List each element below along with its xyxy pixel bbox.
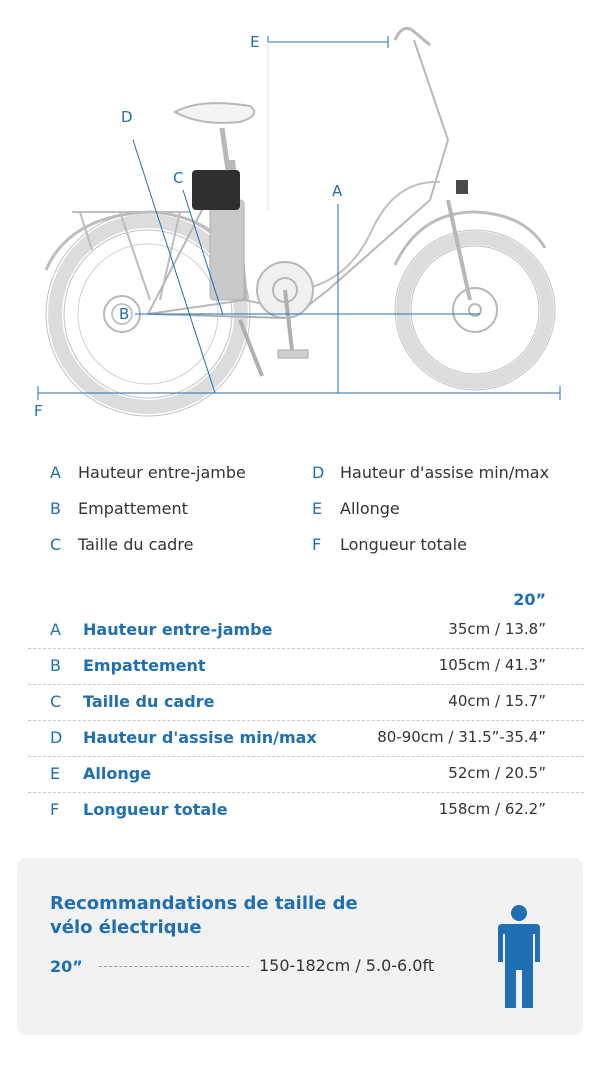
table-row bbox=[28, 720, 584, 757]
row-name: Hauteur d'assise min/max bbox=[83, 728, 317, 747]
row-name: Longueur totale bbox=[83, 800, 228, 819]
table-row bbox=[28, 756, 584, 793]
row-key: A bbox=[50, 620, 61, 639]
row-value: 105cm / 41.3” bbox=[438, 656, 546, 674]
row-value: 40cm / 15.7” bbox=[448, 692, 546, 710]
legend-key: E bbox=[312, 499, 323, 518]
row-value: 158cm / 62.2” bbox=[438, 800, 546, 818]
table-row bbox=[28, 648, 584, 685]
bike-diagram bbox=[0, 0, 600, 440]
legend-item bbox=[312, 463, 549, 482]
size-recommendation-card bbox=[17, 858, 583, 1035]
legend-label: Longueur totale bbox=[340, 535, 467, 554]
row-key: B bbox=[50, 656, 61, 675]
size-column-header: 20” bbox=[513, 590, 546, 609]
row-name: Taille du cadre bbox=[83, 692, 215, 711]
label-c: C bbox=[173, 169, 184, 187]
legend-item bbox=[50, 499, 188, 518]
legend-label: Taille du cadre bbox=[78, 535, 194, 554]
legend-label: Hauteur entre-jambe bbox=[78, 463, 246, 482]
row-name: Empattement bbox=[83, 656, 206, 675]
row-value: 80-90cm / 31.5”-35.4” bbox=[377, 728, 546, 746]
legend-key: A bbox=[50, 463, 61, 482]
label-d: D bbox=[121, 108, 133, 126]
front-wheel-icon bbox=[395, 230, 555, 390]
legend-item bbox=[50, 535, 193, 554]
bike-illustration bbox=[0, 0, 600, 440]
row-name: Allonge bbox=[83, 764, 152, 783]
row-key: C bbox=[50, 692, 62, 711]
legend-key: B bbox=[50, 499, 61, 518]
table-row bbox=[28, 792, 584, 828]
row-value: 35cm / 13.8” bbox=[448, 620, 546, 638]
legend-key: F bbox=[312, 535, 322, 554]
label-a: A bbox=[332, 182, 343, 200]
legend-key: C bbox=[50, 535, 62, 554]
table-row bbox=[28, 684, 584, 721]
legend-item bbox=[50, 463, 246, 482]
row-key: D bbox=[50, 728, 63, 747]
legend-label: Hauteur d'assise min/max bbox=[340, 463, 550, 482]
legend-label: Allonge bbox=[340, 499, 400, 518]
row-value: 52cm / 20.5” bbox=[448, 764, 546, 782]
person-icon bbox=[496, 904, 542, 1013]
legend-item bbox=[312, 535, 467, 554]
row-key: E bbox=[50, 764, 61, 783]
recommendation-size: 20” bbox=[50, 957, 83, 976]
recommendation-range: 150-182cm / 5.0-6.0ft bbox=[259, 956, 435, 975]
label-b: B bbox=[119, 305, 130, 323]
recommendation-title: Recommandations de taille de vélo électrique bbox=[50, 893, 358, 938]
label-e: E bbox=[250, 33, 260, 51]
legend-key: D bbox=[312, 463, 325, 482]
dotted-leader bbox=[99, 966, 249, 967]
row-key: F bbox=[50, 800, 60, 819]
table-row bbox=[28, 612, 584, 649]
legend-label: Empattement bbox=[78, 499, 188, 518]
row-name: Hauteur entre-jambe bbox=[83, 620, 273, 639]
label-f: F bbox=[34, 402, 43, 420]
legend-item bbox=[312, 499, 400, 518]
